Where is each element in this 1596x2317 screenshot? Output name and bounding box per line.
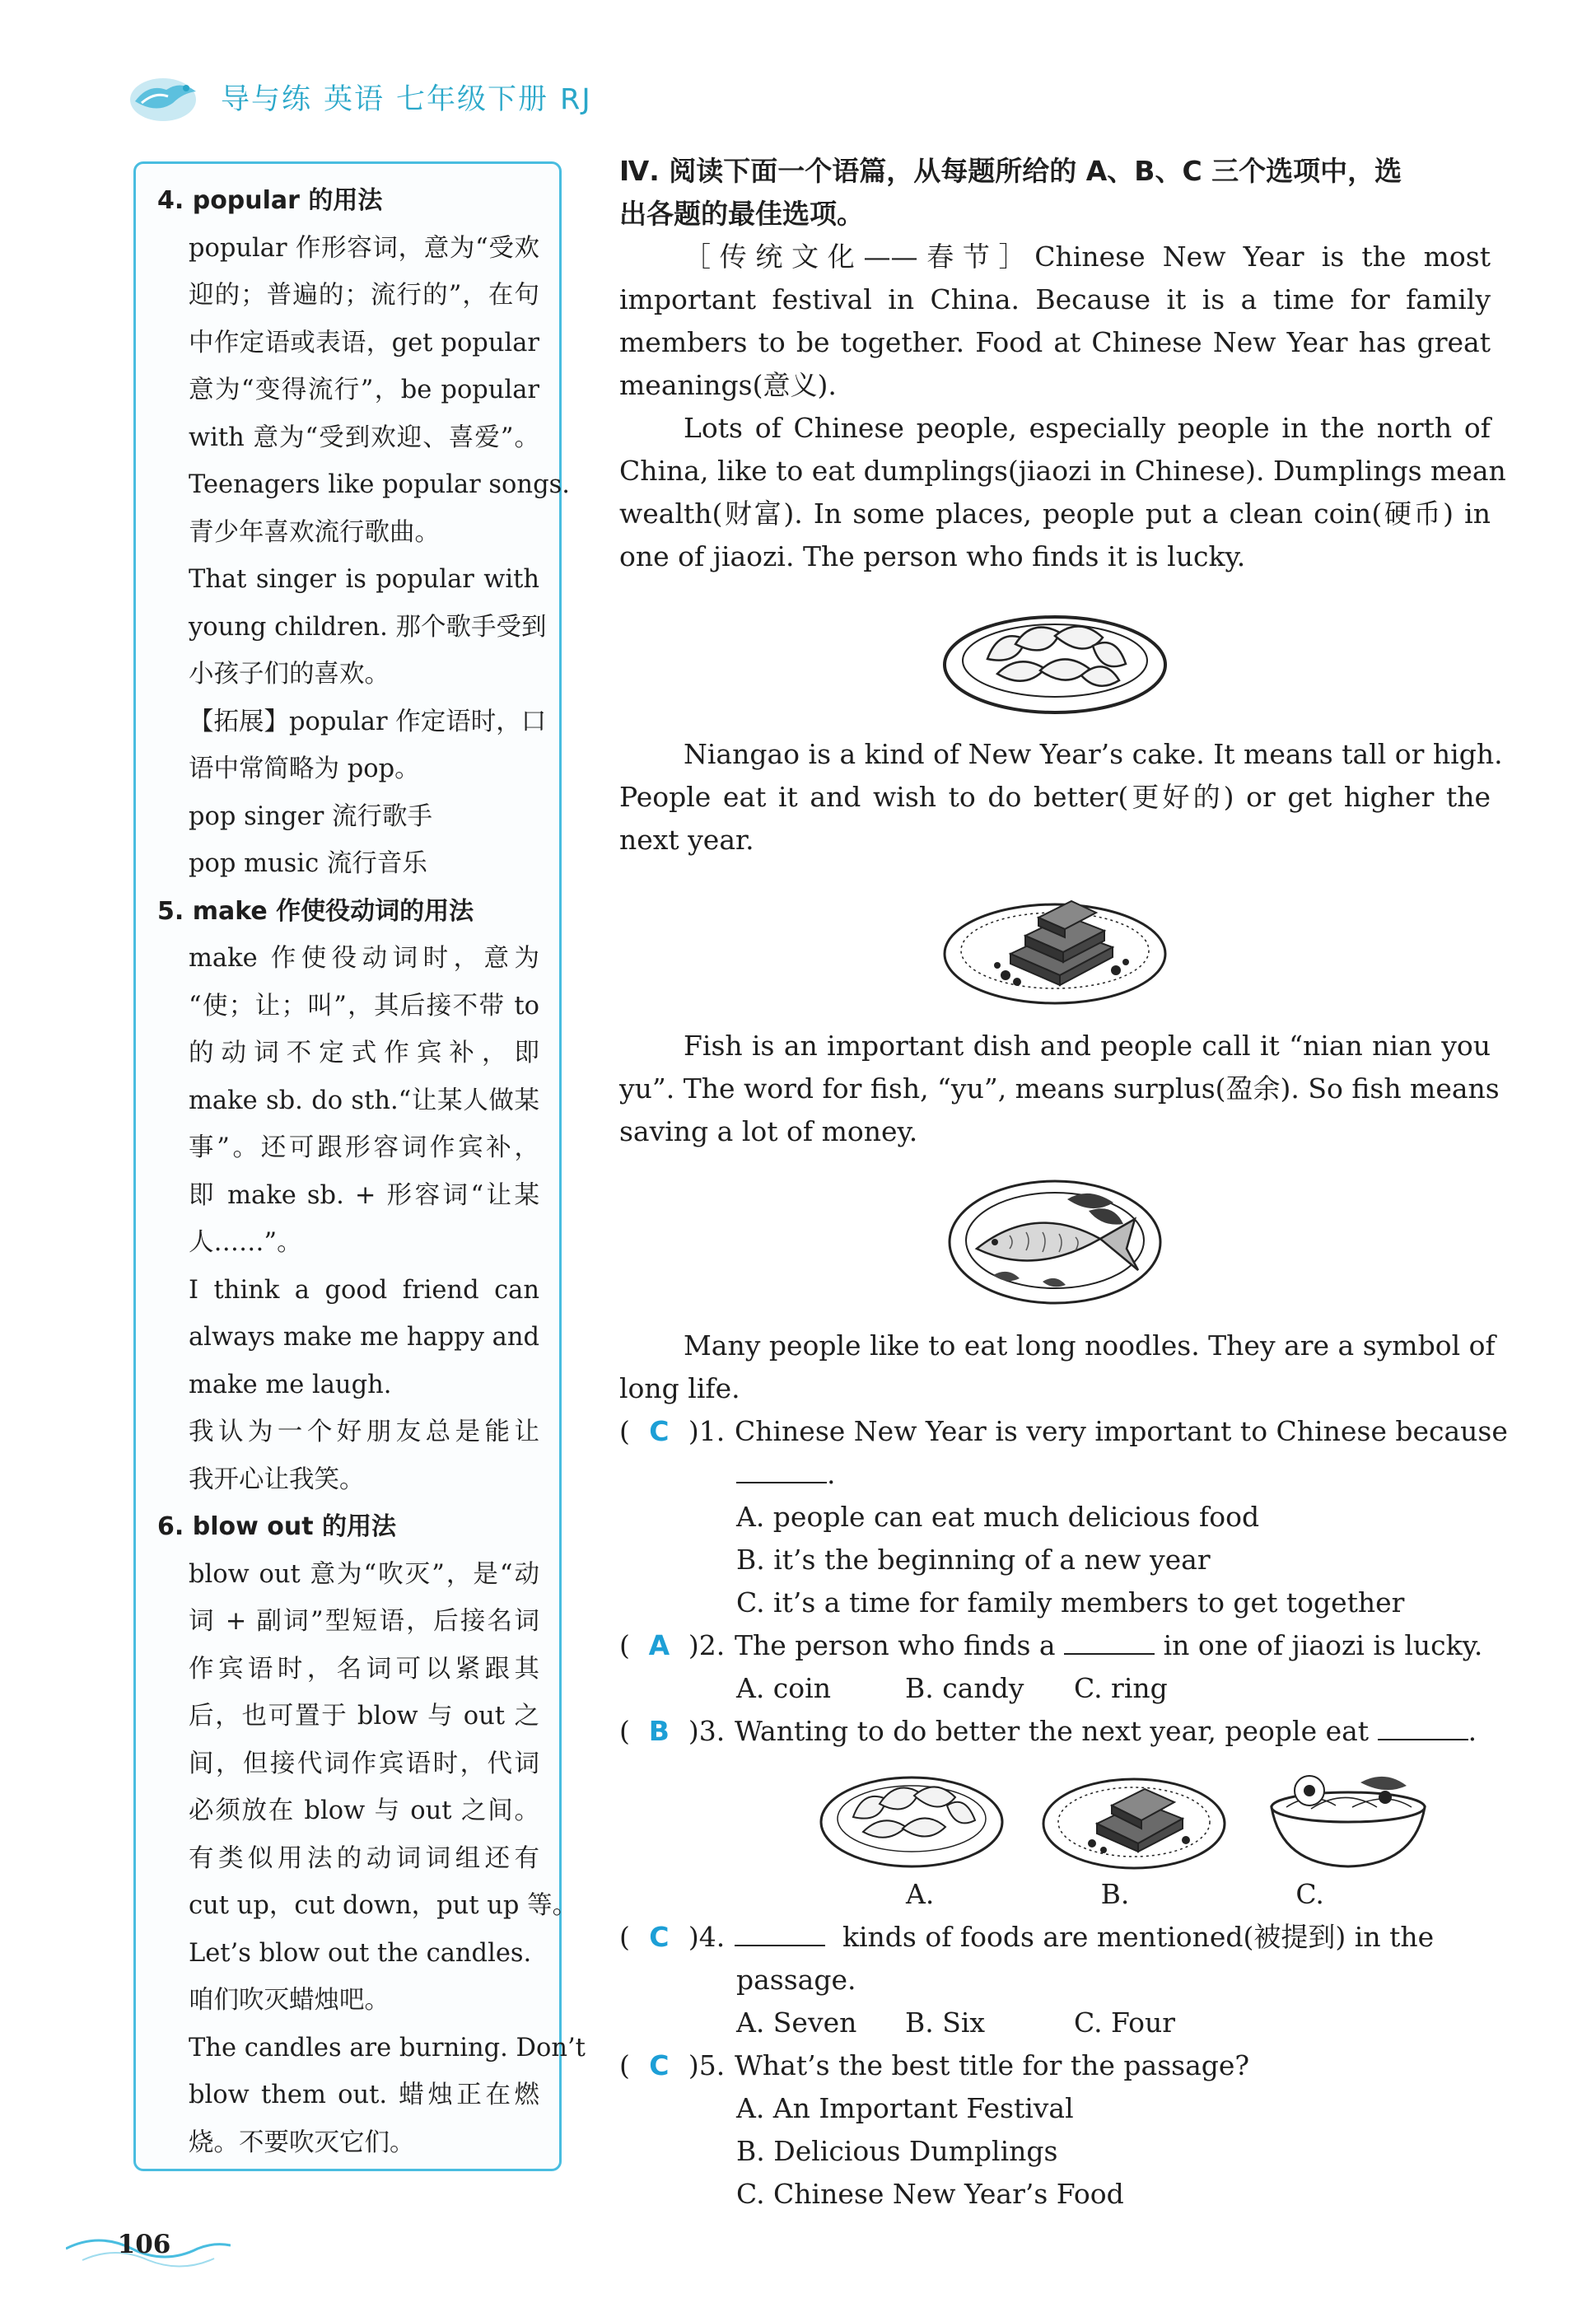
answer-blank xyxy=(1378,1712,1468,1740)
q3-dumplings-image xyxy=(817,1758,1006,1873)
question-5-text: What’s the best title for the passage? xyxy=(735,2049,1250,2081)
note-line: pop music 流行音乐 xyxy=(189,849,427,878)
note-heading: 6. blow out 的用法 xyxy=(157,1512,396,1541)
page-number: 106 xyxy=(117,2230,171,2259)
note-heading: 5. make 作使役动词的用法 xyxy=(157,896,474,926)
q4-option-b: B. Six xyxy=(905,2006,986,2039)
answer-3: B xyxy=(648,1715,670,1747)
passage-paragraph-2 xyxy=(619,407,1506,578)
note-line: pop singer 流行歌手 xyxy=(189,801,433,831)
answer-blank xyxy=(1064,1627,1155,1655)
question-1-blank-line: . xyxy=(619,1453,1491,1496)
answer-paren: ( C )4. xyxy=(619,1916,735,1959)
q3-noodles-image xyxy=(1262,1758,1435,1873)
note-line: 小孩子们的喜欢。 xyxy=(189,660,390,689)
q4-options xyxy=(619,2002,1491,2044)
p4-line: saving a lot of money. xyxy=(619,1115,918,1147)
note-line: 我开心让我笑。 xyxy=(189,1464,365,1494)
note-line: cut up，cut down，put up 等。 xyxy=(189,1891,578,1920)
passage-paragraph-5 xyxy=(619,1324,1496,1410)
answer-1: C xyxy=(649,1415,670,1447)
q1-option-b: B. it’s the beginning of a new year xyxy=(736,1544,1211,1576)
note-line: 词 + 副词”型短语，后接名词 xyxy=(189,1607,539,1636)
note-line: always make me happy and xyxy=(189,1323,539,1352)
fish-image-holder xyxy=(619,1170,1491,1310)
question-3-text: Wanting to do better the next year, people eat xyxy=(735,1715,1370,1747)
note-line: 【拓展】popular 作定语时，口 xyxy=(189,707,547,736)
note-line: blow them out. 蜡烛正在燃 xyxy=(189,2081,539,2109)
section-title xyxy=(619,150,1491,236)
note-line: 有类似用法的动词词组还有 xyxy=(189,1843,539,1873)
p2-line: wealth(财富). In some places, people put a clean coin(硬币) in xyxy=(619,498,1491,530)
p1-line: important festival in China. Because it is a time for family xyxy=(619,283,1491,315)
note-line: 人……”。 xyxy=(189,1228,302,1257)
header-grade: 七年级下册 xyxy=(396,83,549,116)
q4-option-a: A. Seven xyxy=(736,2006,857,2039)
note-line: make 作使役动词时，意为 xyxy=(189,944,539,973)
question-2 xyxy=(619,1624,1491,1667)
q5-option-c: C. Chinese New Year’s Food xyxy=(736,2178,1124,2210)
p3-line: People eat it and wish to do better(更好的) or get higher the xyxy=(619,781,1491,813)
note-line: I think a good friend can xyxy=(189,1275,539,1305)
section-title-line-2: 出各题的最佳选项。 xyxy=(619,198,864,230)
header-edition: RJ xyxy=(560,83,592,116)
answer-4: C xyxy=(649,1921,670,1953)
header-series: 导与练 xyxy=(221,83,313,116)
q3-label-b: B. xyxy=(1100,1878,1130,1910)
q2-options xyxy=(619,1667,1491,1710)
question-number: 4. xyxy=(698,1921,726,1953)
question-1 xyxy=(619,1410,1508,1453)
question-4-text: kinds of foods are mentioned(被提到) in the xyxy=(842,1921,1435,1953)
note-line: 间，但接代词作宾语时，代词 xyxy=(189,1749,539,1778)
header-subject: 英语 xyxy=(324,83,385,116)
p1-line: members to be together. Food at Chinese New Year has great xyxy=(619,326,1491,358)
note-line: 的动词不定式作宾补，即 xyxy=(189,1039,539,1067)
question-5 xyxy=(619,2044,1491,2087)
dumplings-plate-image xyxy=(940,595,1170,718)
answer-2: A xyxy=(648,1629,670,1661)
answer-paren: ( B )3. xyxy=(619,1710,735,1753)
note-line: 必须放在 blow 与 out 之间。 xyxy=(189,1796,539,1825)
note-line: make me laugh. xyxy=(189,1370,392,1399)
p4-line: Fish is an important dish and people call it “nian nian you xyxy=(684,1030,1491,1062)
note-line: Teenagers like popular songs. xyxy=(189,470,570,499)
answer-paren: ( C )5. xyxy=(619,2044,735,2087)
q3-label-c: C. xyxy=(1295,1878,1324,1910)
note-line: Let’s blow out the candles. xyxy=(189,1938,532,1968)
q3-picture-options xyxy=(619,1758,1491,1873)
question-number: 1. xyxy=(698,1415,726,1447)
note-line: 中作定语或表语，get popular xyxy=(189,328,539,357)
q1-option-a: A. people can eat much delicious food xyxy=(736,1501,1260,1533)
answer-paren: ( A )2. xyxy=(619,1624,735,1667)
question-2-text-before: The person who finds a xyxy=(735,1629,1056,1661)
book-logo-icon xyxy=(124,68,206,126)
note-line: with 意为“受到欢迎、喜爱”。 xyxy=(189,423,539,452)
p2-line: Lots of Chinese people, especially people in the north of xyxy=(684,412,1491,444)
grammar-notes-box xyxy=(133,161,586,2171)
q3-niangao-image xyxy=(1039,1758,1229,1873)
note-line: make sb. do sth.“让某人做某 xyxy=(189,1086,539,1115)
p4-line: yu”. The word for fish, “yu”, means surplus(盈余). So fish means xyxy=(619,1072,1500,1105)
answer-5: C xyxy=(649,2049,670,2081)
note-line: 作宾语时，名词可以紧跟其 xyxy=(189,1654,539,1684)
note-line: 烧。不要吹灭它们。 xyxy=(189,2128,415,2157)
fish-plate-image xyxy=(944,1170,1166,1310)
question-number: 2. xyxy=(698,1629,726,1661)
p3-line: next year. xyxy=(619,824,754,856)
note-line: blow out 意为“吹灭”，是“动 xyxy=(189,1559,539,1589)
header-title xyxy=(221,77,604,118)
q4-option-c: C. Four xyxy=(1074,2006,1176,2039)
q5-option-a: A. An Important Festival xyxy=(736,2092,1074,2124)
note-line: young children. 那个歌手受到 xyxy=(189,612,547,642)
p1-line: meanings(意义). xyxy=(619,369,837,401)
answer-blank xyxy=(735,1918,825,1946)
question-3: ( B )3. Wanting to do better the next year, people eat . xyxy=(619,1710,1491,1753)
q2-option-b: B. candy xyxy=(905,1672,1024,1704)
answer-blank xyxy=(736,1455,827,1483)
answer-paren: ( C )1. xyxy=(619,1410,735,1453)
q2-option-c: C. ring xyxy=(1074,1672,1168,1704)
passage-paragraph-4 xyxy=(619,1025,1500,1153)
q1-option-c: C. it’s a time for family members to get together xyxy=(736,1586,1405,1619)
note-line: The candles are burning. Don’t xyxy=(189,2033,586,2062)
question-number: 5. xyxy=(698,2049,726,2081)
note-line: 意为“变得流行”，be popular xyxy=(189,376,539,404)
page-header xyxy=(124,64,604,130)
p2-line: one of jiaozi. The person who finds it is lucky. xyxy=(619,540,1246,572)
p2-line: China, like to eat dumplings(jiaozi in Chinese). Dumplings mean xyxy=(619,455,1506,487)
p3-line: Niangao is a kind of New Year’s cake. It means tall or high. xyxy=(684,738,1503,770)
note-line: 我认为一个好朋友总是能让 xyxy=(189,1418,539,1446)
q5-option-b: B. Delicious Dumplings xyxy=(736,2135,1058,2167)
note-line: That singer is popular with xyxy=(189,565,539,594)
dumplings-image-holder xyxy=(619,595,1491,718)
note-line: popular 作形容词，意为“受欢 xyxy=(189,233,539,263)
note-line: 即 make sb. + 形容词“让某 xyxy=(189,1180,539,1210)
section-title-line-1: Ⅳ. 阅读下面一个语篇，从每题所给的 A、B、C 三个选项中，选 xyxy=(619,155,1402,187)
p5-line: long life. xyxy=(619,1372,740,1404)
niangao-plate-image xyxy=(940,878,1170,1010)
note-line: “使；让；叫”，其后接不带 to xyxy=(189,991,539,1021)
question-1-text: Chinese New Year is very important to Chinese because xyxy=(735,1415,1508,1447)
note-line: 青少年喜欢流行歌曲。 xyxy=(189,517,440,547)
q2-option-a: A. coin xyxy=(736,1672,831,1704)
question-4-text-cont: passage. xyxy=(736,1964,856,1996)
q3-label-a: A. xyxy=(906,1878,935,1910)
question-4 xyxy=(619,1916,1491,1959)
question-2-text-after: in one of jiaozi is lucky. xyxy=(1163,1629,1483,1661)
note-line: 咱们吹灭蜡烛吧。 xyxy=(189,1986,390,2015)
note-heading: 4. popular 的用法 xyxy=(157,186,383,215)
p5-line: Many people like to eat long noodles. They are a symbol of xyxy=(684,1329,1496,1362)
q3-picture-labels xyxy=(619,1873,1491,1916)
question-number: 3. xyxy=(698,1715,726,1747)
passage-paragraph-1 xyxy=(619,236,1491,407)
note-line: 迎的；普遍的；流行的”，在句 xyxy=(189,281,539,310)
p1-line: ［传统文化——春节］Chinese New Year is the most xyxy=(684,241,1491,273)
niangao-image-holder xyxy=(619,878,1491,1010)
passage-paragraph-3 xyxy=(619,733,1503,862)
note-line: 后，也可置于 blow 与 out 之 xyxy=(189,1702,539,1731)
note-line: 事”。还可跟形容词作宾补， xyxy=(189,1133,539,1162)
note-line: 语中常简略为 pop。 xyxy=(189,754,420,783)
reading-section xyxy=(619,150,1508,2216)
